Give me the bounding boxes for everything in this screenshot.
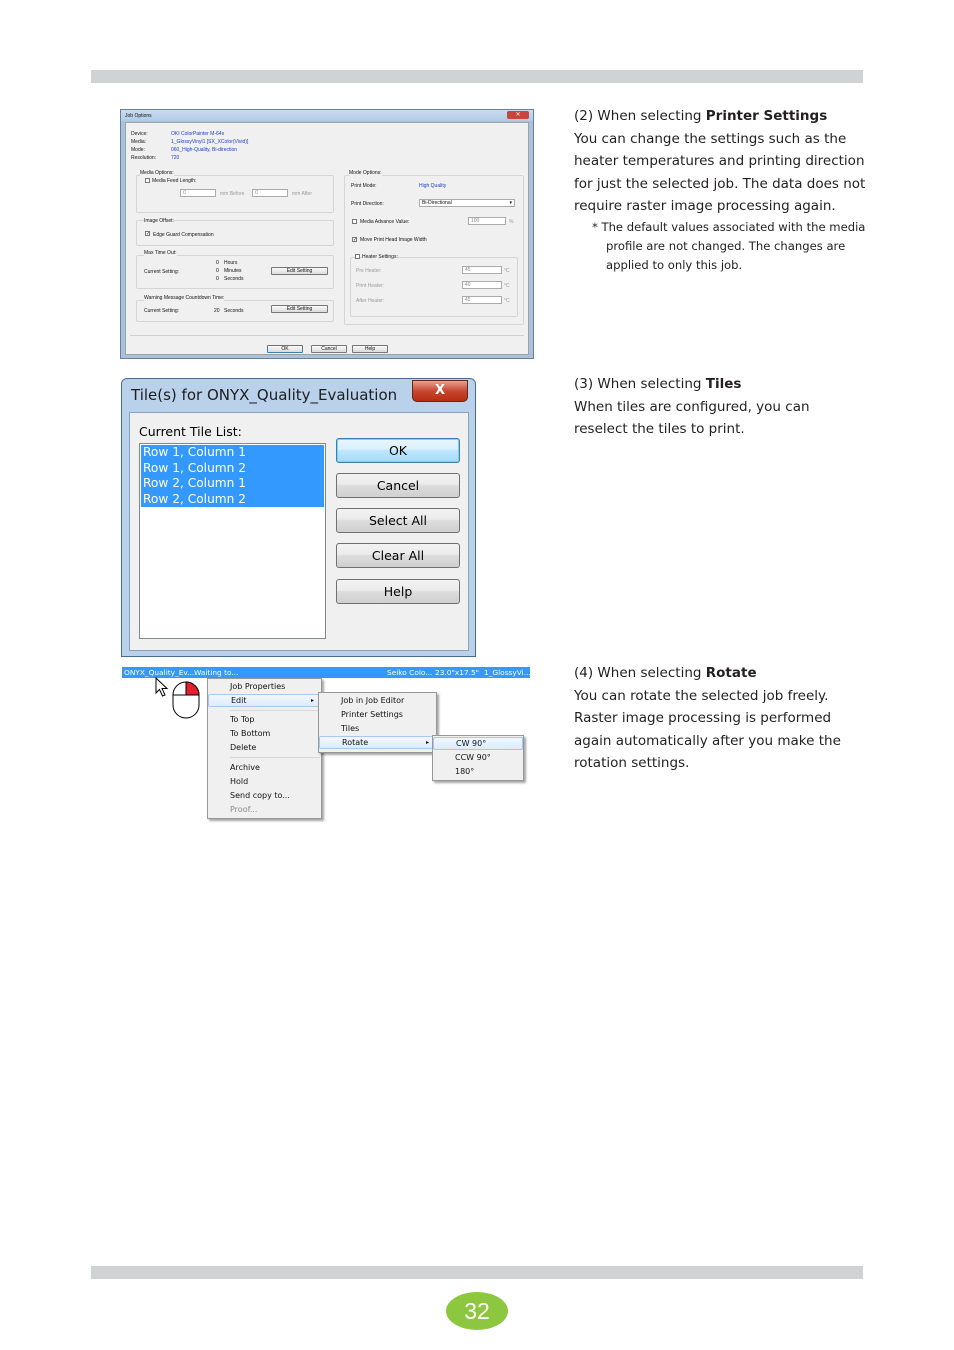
heater-checkbox[interactable] — [355, 254, 360, 259]
job-media: 1_GlossyVi... — [484, 668, 531, 677]
cancel-button[interactable]: Cancel — [311, 345, 347, 353]
close-icon[interactable]: X — [412, 380, 468, 402]
mode-label: Mode: — [131, 147, 145, 153]
menu-item-edit[interactable] — [208, 694, 321, 707]
chevron-right-icon: ▸ — [310, 697, 314, 704]
tile-list[interactable] — [139, 443, 326, 639]
media-feed-checkbox[interactable] — [145, 178, 150, 183]
menu-item-proof: Proof... — [230, 805, 258, 814]
menu-item-job-in-job-editor[interactable]: Job in Job Editor — [341, 696, 405, 705]
job-options-titlebar — [121, 110, 533, 121]
menu-item-label: Rotate — [342, 738, 369, 747]
pre-heater-unit: °C — [504, 268, 510, 274]
heater-settings-label: Heater Settings: — [362, 254, 398, 260]
print-direction-select[interactable] — [419, 199, 515, 207]
menu-item-ccw-90[interactable]: CCW 90° — [455, 753, 491, 762]
mouse-right-click-icon — [154, 677, 200, 719]
media-label: Media: — [131, 139, 147, 145]
mm-before-field[interactable]: 0 — [180, 189, 216, 197]
job-printer: Seiko Colo... — [387, 668, 433, 677]
current-setting-label: Current Setting: — [144, 269, 180, 275]
menu-item-180[interactable]: 180° — [455, 767, 475, 776]
mm-after-label: mm After — [292, 191, 313, 197]
menu-item-job-properties[interactable]: Job Properties — [230, 682, 286, 691]
print-mode-label: Print Mode: — [351, 183, 377, 189]
media-advance-field[interactable]: 100 — [468, 217, 506, 225]
warning-edit-setting-button[interactable]: Edit Setting — [271, 305, 328, 313]
media-advance-checkbox[interactable] — [352, 219, 357, 224]
edit-submenu — [318, 692, 437, 753]
menu-item-printer-settings[interactable]: Printer Settings — [341, 710, 403, 719]
seconds-label: Seconds — [224, 276, 244, 282]
edge-guard-checkbox[interactable]: ✓ — [146, 231, 151, 237]
menu-separator — [230, 757, 320, 758]
list-item[interactable]: Row 2, Column 1 — [141, 476, 324, 492]
heading-prefix: (3) When selecting — [574, 376, 706, 392]
device-value: OKI ColorPainter M-64s — [171, 131, 225, 137]
menu-item-cw-90[interactable]: CW 90° — [433, 737, 523, 750]
minutes-value: 0 — [216, 268, 219, 274]
move-head-label: Move Print Head Image Width — [360, 237, 427, 243]
section-heading — [574, 105, 866, 128]
menu-item-to-top[interactable]: To Top — [230, 715, 255, 724]
warning-seconds-value: 20 — [214, 308, 220, 314]
section-body: You can rotate the selected job freely. Raster image processing is performed again automatically after you make the rotation settings. — [574, 687, 841, 771]
section-heading — [574, 373, 866, 396]
section-heading — [574, 662, 866, 685]
menu-item-to-bottom[interactable]: To Bottom — [230, 729, 271, 738]
menu-item-rotate[interactable] — [319, 736, 436, 749]
close-icon[interactable]: ✕ — [507, 111, 529, 119]
job-options-dialog — [120, 109, 534, 359]
page-number: 32 — [446, 1292, 508, 1330]
media-options-label: Media Options: — [140, 170, 174, 176]
tile-list-label: Current Tile List: — [139, 424, 242, 439]
warning-seconds-label: Seconds — [224, 308, 244, 314]
menu-item-send-copy[interactable]: Send copy to... — [230, 791, 290, 800]
print-heater-label: Print Heater: — [356, 283, 385, 289]
mm-after-field[interactable]: 0 — [252, 189, 288, 197]
media-advance-label: Media Advance Value: — [360, 219, 410, 225]
job-status: Waiting to... — [194, 668, 239, 677]
mode-value: 060_High-Quality, Bi-direction — [171, 147, 238, 153]
hours-value: 0 — [216, 260, 219, 266]
edge-guard-label: Edge Guard Compensation — [153, 232, 214, 238]
section-body: You can change the settings such as the heater temperatures and printing direction for just the selected job. The data does not require raster image processing again. — [574, 130, 866, 214]
media-value: 1_GlossyVinyl1 [SX_XColor(Vivid)] — [171, 139, 249, 145]
divider — [130, 335, 524, 336]
menu-item-label: Edit — [231, 696, 247, 705]
percent-label: % — [509, 219, 514, 225]
heading-prefix: (4) When selecting — [574, 665, 706, 681]
after-heater-field[interactable]: 45 — [462, 296, 502, 304]
chevron-down-icon: ▾ — [509, 200, 512, 206]
seconds-value: 0 — [216, 276, 219, 282]
header-bar — [91, 70, 863, 83]
after-heater-unit: °C — [504, 298, 510, 304]
cancel-button[interactable]: Cancel — [336, 473, 460, 498]
heading-bold: Printer Settings — [705, 108, 828, 124]
tiles-dialog — [121, 378, 476, 657]
tiles-dialog-client — [129, 412, 469, 651]
device-label: Device: — [131, 131, 148, 137]
warning-current-setting-label: Current Setting: — [144, 308, 180, 314]
warning-label: Warning Message Countdown Time: — [144, 295, 225, 301]
print-heater-field[interactable]: 40 — [462, 281, 502, 289]
menu-item-hold[interactable]: Hold — [230, 777, 249, 786]
mm-before-label: mm Before — [220, 191, 245, 197]
edit-setting-button[interactable]: Edit Setting — [271, 267, 328, 275]
section-rotate — [574, 662, 866, 775]
print-heater-unit: °C — [504, 283, 510, 289]
clear-all-button[interactable]: Clear All — [336, 543, 460, 568]
help-button[interactable]: Help — [336, 579, 460, 604]
heading-bold: Tiles — [705, 376, 742, 392]
section-printer-settings — [574, 105, 866, 275]
after-heater-label: After Heater: — [356, 298, 385, 304]
tiles-dialog-title: Tile(s) for ONYX_Quality_Evaluation — [131, 386, 398, 404]
list-item[interactable]: Row 1, Column 1 — [141, 445, 324, 461]
rotate-submenu — [432, 735, 524, 781]
job-name: ONYX_Quality_Ev... — [124, 668, 195, 677]
heading-bold: Rotate — [705, 665, 757, 681]
menu-item-delete[interactable]: Delete — [230, 743, 257, 752]
list-item[interactable]: Row 1, Column 2 — [141, 461, 324, 477]
chevron-right-icon: ▸ — [425, 739, 429, 746]
minutes-label: Minutes — [224, 268, 242, 274]
mode-options-label: Mode Options: — [349, 170, 382, 176]
help-button[interactable]: Help — [352, 345, 388, 353]
ok-button[interactable]: OK — [336, 438, 460, 463]
pre-heater-label: Pre Heater: — [356, 268, 382, 274]
heading-prefix: (2) When selecting — [574, 108, 706, 124]
job-size: 23.0"x17.5" — [435, 668, 480, 677]
select-all-button[interactable]: Select All — [336, 508, 460, 533]
section-body: When tiles are configured, you can reselect the tiles to print. — [574, 398, 810, 437]
job-options-body — [125, 122, 529, 355]
section-tiles — [574, 373, 866, 441]
menu-item-tiles[interactable]: Tiles — [341, 724, 360, 733]
context-menu — [207, 678, 322, 819]
hours-label: Hours — [224, 260, 238, 266]
max-timeout-label: Max Time Out: — [144, 250, 177, 256]
job-options-title: Job Options — [125, 113, 152, 119]
image-offset-label: Image Offset: — [144, 218, 174, 224]
section-note: * The default values associated with the media profile are not changed. The changes are applied to only this job. — [592, 219, 866, 272]
print-mode-value: High Quality — [419, 183, 447, 189]
print-direction-label: Print Direction: — [351, 201, 384, 207]
move-head-checkbox[interactable]: ✓ — [353, 237, 358, 243]
footer-bar — [91, 1266, 863, 1279]
list-item[interactable]: Row 2, Column 2 — [141, 492, 324, 508]
print-direction-selected: Bi-Directional — [422, 200, 452, 206]
resolution-label: Resolution: — [131, 155, 157, 161]
menu-separator — [230, 710, 320, 711]
menu-item-archive[interactable]: Archive — [230, 763, 260, 772]
pre-heater-field[interactable]: 45 — [462, 266, 502, 274]
ok-button[interactable]: OK — [267, 345, 303, 353]
media-feed-length-label: Media Feed Length: — [152, 178, 197, 184]
resolution-value: 720 — [171, 155, 180, 161]
